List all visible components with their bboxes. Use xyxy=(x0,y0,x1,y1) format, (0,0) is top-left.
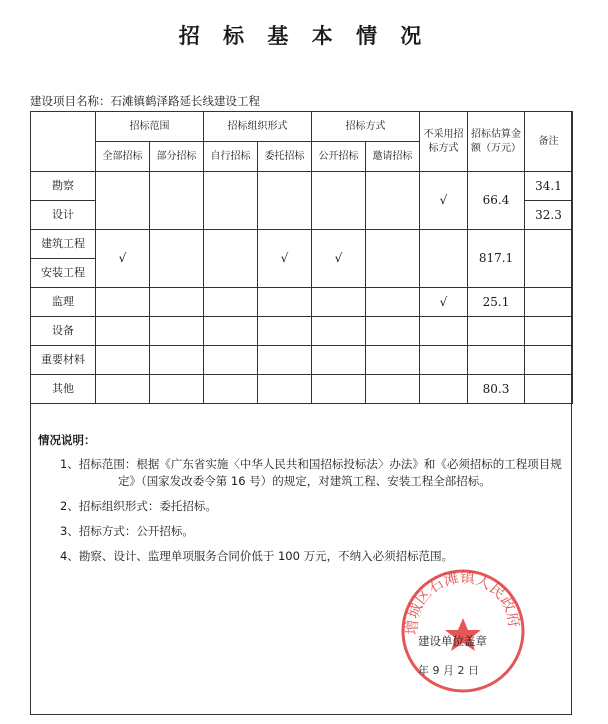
row-label-building: 建筑工程 xyxy=(31,230,96,259)
amount-building-install: 817.1 xyxy=(468,230,525,288)
header-scope: 招标范围 xyxy=(96,112,204,142)
remark-survey: 34.1 xyxy=(525,172,573,201)
header-not-adopted: 不采用招标方式 xyxy=(420,112,468,172)
note-item-1-line-1: 1、招标范围：根据《广东省实施〈中华人民共和国招标投标法〉办法》和《必须招标的工程项目规 xyxy=(60,456,562,471)
note-item-1-line-2: 定》（国家发改委令第 16 号）的规定，对建筑工程、安装工程全部招标。 xyxy=(118,473,491,488)
seal-text: 增城区石滩镇人民政府 xyxy=(402,568,524,635)
notes-section xyxy=(38,433,578,574)
header-amount: 招标估算金额（万元） xyxy=(468,112,525,172)
header-remark: 备注 xyxy=(525,112,573,172)
tender-table xyxy=(30,111,573,404)
row-label-other: 其他 xyxy=(31,375,96,404)
amount-survey-design: 66.4 xyxy=(468,172,525,230)
check-not-adopted-survey-design: √ xyxy=(420,172,468,230)
subheader-open: 公开招标 xyxy=(312,142,366,172)
check-entrusted: √ xyxy=(258,230,312,288)
note-item-2: 2、招标组织形式：委托招标。 xyxy=(60,498,217,513)
notes-heading: 情况说明： xyxy=(38,433,96,447)
subheader-entrusted: 委托招标 xyxy=(258,142,312,172)
signature-label: 建设单位盖章 xyxy=(418,634,487,648)
row-label-design: 设计 xyxy=(31,201,96,230)
check-open: √ xyxy=(312,230,366,288)
row-label-equipment: 设备 xyxy=(31,317,96,346)
project-name: 建设项目名称：石滩镇鹤泽路延长线建设工程 xyxy=(30,94,260,108)
signature-date: 年 9 月 2 日 xyxy=(418,664,479,677)
page-title: 招 标 基 本 情 况 xyxy=(178,24,430,48)
row-label-materials: 重要材料 xyxy=(31,346,96,375)
row-label-supervision: 监理 xyxy=(31,288,96,317)
header-method: 招标方式 xyxy=(312,112,420,142)
amount-supervision: 25.1 xyxy=(468,288,525,317)
corner-cell xyxy=(31,112,96,172)
subheader-partial: 部分招标 xyxy=(150,142,204,172)
remark-design: 32.3 xyxy=(525,201,573,230)
header-organization: 招标组织形式 xyxy=(204,112,312,142)
subheader-invited: 邀请招标 xyxy=(366,142,420,172)
amount-other: 80.3 xyxy=(468,375,525,404)
subheader-all: 全部招标 xyxy=(96,142,150,172)
check-not-adopted-supervision: √ xyxy=(420,288,468,317)
subheader-self: 自行招标 xyxy=(204,142,258,172)
note-item-1 xyxy=(60,457,578,489)
row-label-survey: 勘察 xyxy=(31,172,96,201)
check-all-tender: √ xyxy=(96,230,150,288)
row-label-install: 安装工程 xyxy=(31,259,96,288)
note-item-3: 3、招标方式：公开招标。 xyxy=(60,523,194,538)
note-item-4: 4、勘察、设计、监理单项服务合同价低于 100 万元，不纳入必须招标范围。 xyxy=(60,548,454,563)
